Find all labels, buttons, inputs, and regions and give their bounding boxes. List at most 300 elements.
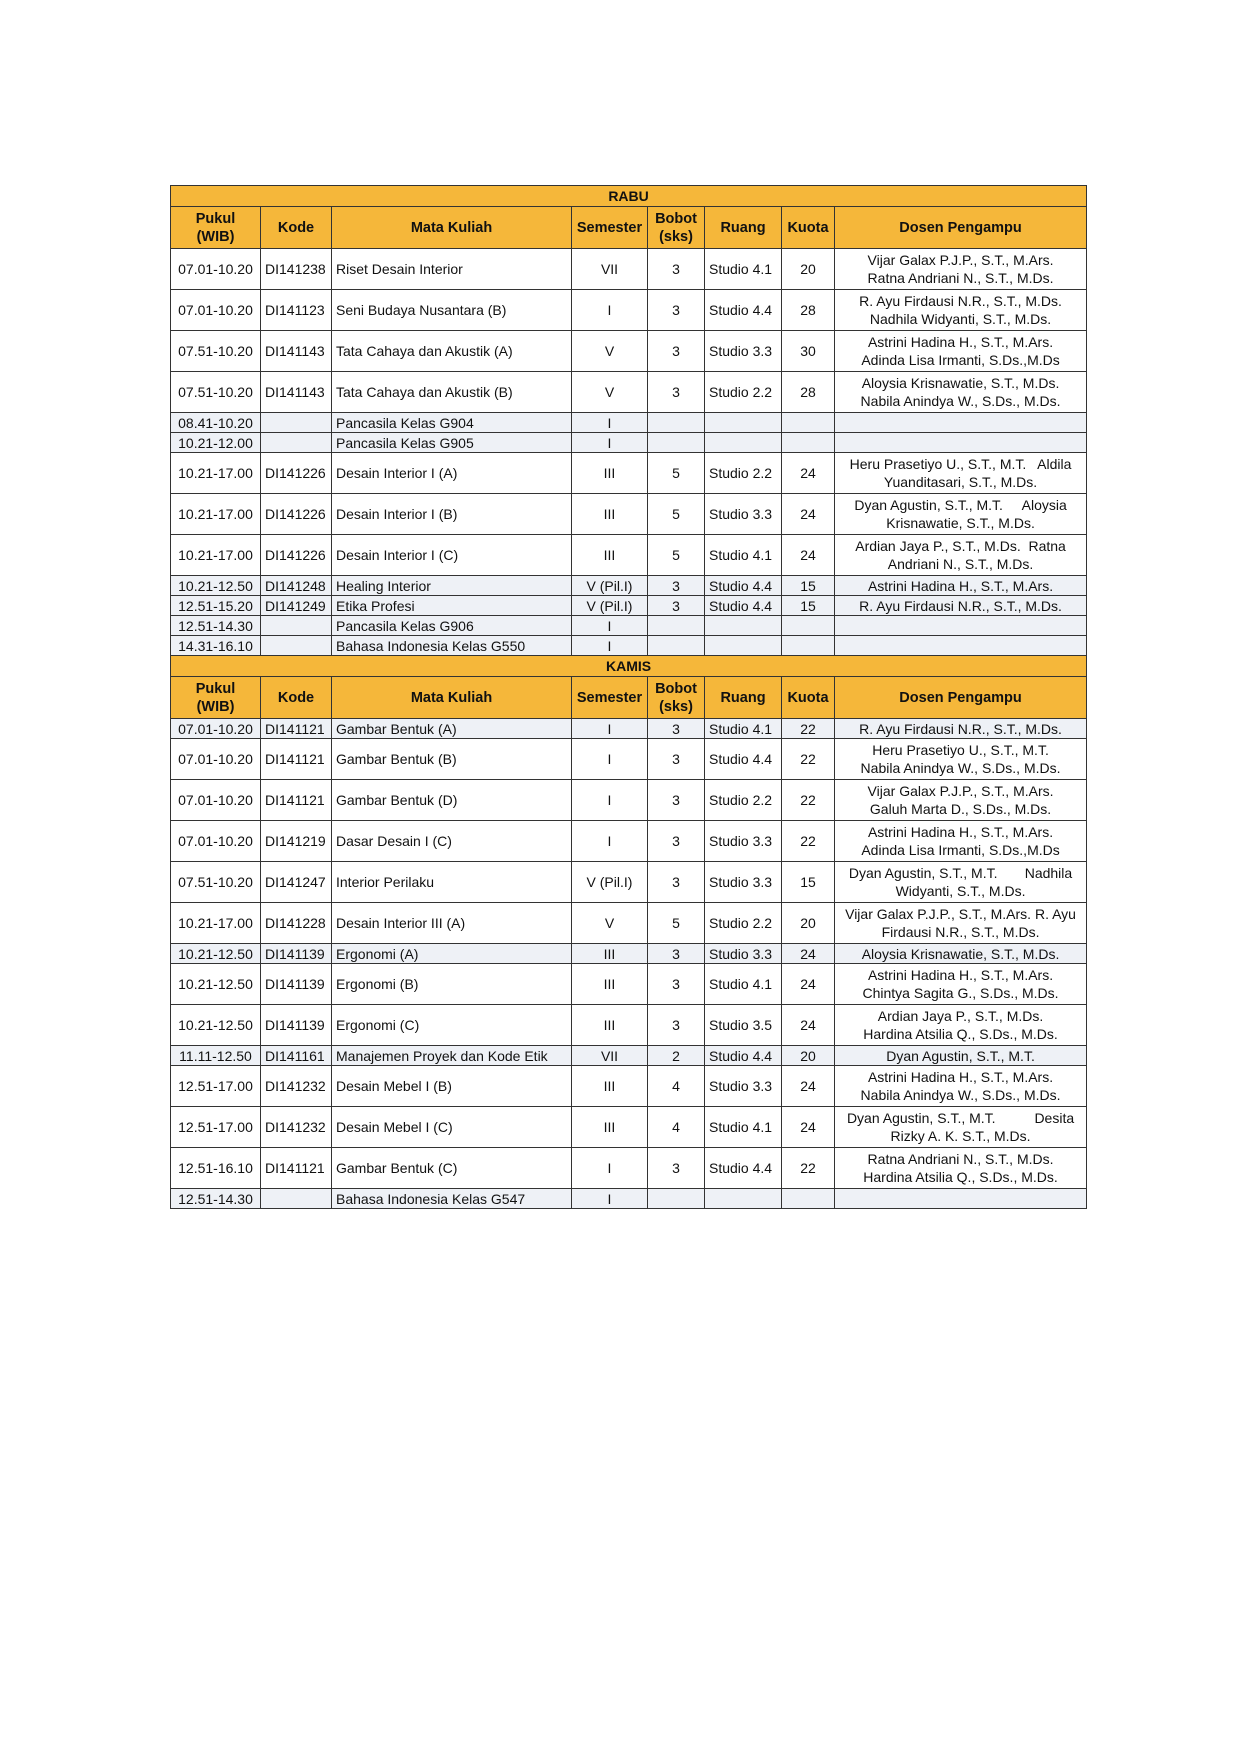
dosen-cell — [835, 453, 1087, 494]
table-row — [171, 903, 1087, 944]
kode-cell: DI141161 — [261, 1046, 332, 1066]
time-cell: 10.21-12.50 — [171, 964, 261, 1005]
table-row — [171, 1148, 1087, 1189]
ruang-cell — [705, 636, 782, 656]
time-cell: 07.01-10.20 — [171, 821, 261, 862]
kuota-cell: 22 — [782, 821, 835, 862]
kode-cell: DI141139 — [261, 1005, 332, 1046]
ruang-cell: Studio 2.2 — [705, 903, 782, 944]
dosen-line: Andriani N., S.T., M.Ds. — [887, 556, 1034, 572]
semester-cell: I — [572, 1189, 648, 1209]
dosen-line: Dyan Agustin, S.T., M.T. Nadhila — [848, 865, 1073, 881]
semester-cell: III — [572, 535, 648, 576]
kuota-cell: 24 — [782, 964, 835, 1005]
day-title-row — [171, 656, 1087, 677]
dosen-cell — [835, 331, 1087, 372]
kuota-cell: 30 — [782, 331, 835, 372]
time-cell: 07.51-10.20 — [171, 372, 261, 413]
mata-kuliah-cell: Manajemen Proyek dan Kode Etik — [332, 1046, 572, 1066]
ruang-cell: Studio 2.2 — [705, 453, 782, 494]
bobot-cell: 4 — [648, 1066, 705, 1107]
mata-kuliah-cell: Interior Perilaku — [332, 862, 572, 903]
table-row — [171, 453, 1087, 494]
kode-cell: DI141123 — [261, 290, 332, 331]
mata-kuliah-cell: Etika Profesi — [332, 596, 572, 616]
dosen-line: Nabila Anindya W., S.Ds., M.Ds. — [860, 1087, 1061, 1103]
bobot-cell: 5 — [648, 494, 705, 535]
kode-cell — [261, 636, 332, 656]
semester-cell: I — [572, 636, 648, 656]
bobot-cell: 3 — [648, 821, 705, 862]
dosen-cell — [835, 821, 1087, 862]
semester-cell: I — [572, 1148, 648, 1189]
bobot-cell: 3 — [648, 944, 705, 964]
kode-cell: DI141226 — [261, 535, 332, 576]
mata-kuliah-cell: Bahasa Indonesia Kelas G547 — [332, 1189, 572, 1209]
table-row — [171, 1189, 1087, 1209]
dosen-line: Vijar Galax P.J.P., S.T., M.Ars. — [867, 252, 1054, 268]
kuota-cell: 20 — [782, 249, 835, 290]
time-cell: 10.21-12.00 — [171, 433, 261, 453]
dosen-line: Astrini Hadina H., S.T., M.Ars. — [867, 967, 1054, 983]
semester-cell: I — [572, 719, 648, 739]
column-header-row — [171, 677, 1087, 719]
header-ruang: Ruang — [705, 677, 782, 719]
dosen-line: Heru Prasetiyo U., S.T., M.T. — [872, 742, 1049, 758]
kode-cell — [261, 616, 332, 636]
dosen-cell — [835, 1066, 1087, 1107]
time-cell: 07.01-10.20 — [171, 739, 261, 780]
kuota-cell — [782, 636, 835, 656]
ruang-cell: Studio 3.3 — [705, 331, 782, 372]
bobot-cell: 3 — [648, 719, 705, 739]
mata-kuliah-cell: Tata Cahaya dan Akustik (A) — [332, 331, 572, 372]
dosen-line: R. Ayu Firdausi N.R., S.T., M.Ds. — [859, 293, 1062, 309]
time-cell: 14.31-16.10 — [171, 636, 261, 656]
ruang-cell — [705, 1189, 782, 1209]
schedule-table — [170, 185, 1087, 1209]
bobot-cell: 2 — [648, 1046, 705, 1066]
kode-cell: DI141139 — [261, 944, 332, 964]
kuota-cell: 24 — [782, 944, 835, 964]
kuota-cell — [782, 616, 835, 636]
bobot-cell: 3 — [648, 1148, 705, 1189]
kuota-cell: 15 — [782, 596, 835, 616]
dosen-cell — [835, 249, 1087, 290]
dosen-cell — [835, 964, 1087, 1005]
ruang-cell: Studio 3.3 — [705, 494, 782, 535]
semester-cell: V — [572, 331, 648, 372]
header-kode: Kode — [261, 207, 332, 249]
semester-cell: III — [572, 964, 648, 1005]
semester-cell: I — [572, 780, 648, 821]
table-row — [171, 636, 1087, 656]
bobot-cell — [648, 413, 705, 433]
dosen-line: Rizky A. K. S.T., M.Ds. — [890, 1128, 1031, 1144]
time-cell: 12.51-14.30 — [171, 616, 261, 636]
bobot-cell — [648, 433, 705, 453]
kode-cell: DI141226 — [261, 494, 332, 535]
kuota-cell: 20 — [782, 1046, 835, 1066]
ruang-cell: Studio 4.1 — [705, 1107, 782, 1148]
ruang-cell: Studio 4.1 — [705, 719, 782, 739]
dosen-cell — [835, 433, 1087, 453]
kode-cell: DI141143 — [261, 372, 332, 413]
bobot-cell: 3 — [648, 780, 705, 821]
dosen-cell — [835, 1189, 1087, 1209]
semester-cell: I — [572, 433, 648, 453]
dosen-line: Astrini Hadina H., S.T., M.Ars. — [867, 577, 1054, 594]
mata-kuliah-cell: Pancasila Kelas G906 — [332, 616, 572, 636]
mata-kuliah-cell: Riset Desain Interior — [332, 249, 572, 290]
table-row — [171, 576, 1087, 596]
dosen-line: Ardian Jaya P., S.T., M.Ds. Ratna — [855, 538, 1066, 554]
bobot-cell — [648, 1189, 705, 1209]
kuota-cell: 15 — [782, 576, 835, 596]
day-title: RABU — [171, 186, 1087, 207]
dosen-cell — [835, 739, 1087, 780]
dosen-line: Astrini Hadina H., S.T., M.Ars. — [867, 1069, 1054, 1085]
kode-cell — [261, 433, 332, 453]
semester-cell: V — [572, 372, 648, 413]
day-title-row — [171, 186, 1087, 207]
dosen-line: R. Ayu Firdausi N.R., S.T., M.Ds. — [859, 597, 1062, 614]
kode-cell: DI141139 — [261, 964, 332, 1005]
time-cell: 12.51-17.00 — [171, 1107, 261, 1148]
dosen-line: Ratna Andriani N., S.T., M.Ds. — [867, 270, 1054, 286]
header-kode: Kode — [261, 677, 332, 719]
time-cell: 12.51-14.30 — [171, 1189, 261, 1209]
semester-cell: I — [572, 290, 648, 331]
time-cell: 07.01-10.20 — [171, 290, 261, 331]
dosen-cell — [835, 862, 1087, 903]
kuota-cell: 20 — [782, 903, 835, 944]
dosen-line: Vijar Galax P.J.P., S.T., M.Ars. R. Ayu — [845, 906, 1076, 922]
kuota-cell: 24 — [782, 494, 835, 535]
table-row — [171, 535, 1087, 576]
kode-cell: DI141219 — [261, 821, 332, 862]
bobot-cell: 3 — [648, 862, 705, 903]
dosen-line: Aloysia Krisnawatie, S.T., M.Ds. — [861, 375, 1060, 391]
kode-cell: DI141238 — [261, 249, 332, 290]
bobot-cell: 3 — [648, 331, 705, 372]
mata-kuliah-cell: Gambar Bentuk (A) — [332, 719, 572, 739]
dosen-line: Adinda Lisa Irmanti, S.Ds.,M.Ds — [861, 352, 1060, 368]
semester-cell: V (Pil.I) — [572, 596, 648, 616]
table-row — [171, 944, 1087, 964]
bobot-cell: 3 — [648, 1005, 705, 1046]
table-row — [171, 413, 1087, 433]
time-cell: 10.21-12.50 — [171, 944, 261, 964]
time-cell: 08.41-10.20 — [171, 413, 261, 433]
kuota-cell: 24 — [782, 453, 835, 494]
mata-kuliah-cell: Bahasa Indonesia Kelas G550 — [332, 636, 572, 656]
bobot-cell: 3 — [648, 249, 705, 290]
bobot-cell: 5 — [648, 535, 705, 576]
kuota-cell: 22 — [782, 1148, 835, 1189]
kode-cell — [261, 1189, 332, 1209]
mata-kuliah-cell: Seni Budaya Nusantara (B) — [332, 290, 572, 331]
column-header-row — [171, 207, 1087, 249]
table-row — [171, 494, 1087, 535]
header-semester: Semester — [572, 677, 648, 719]
dosen-line: Chintya Sagita G., S.Ds., M.Ds. — [862, 985, 1059, 1001]
mata-kuliah-cell: Gambar Bentuk (B) — [332, 739, 572, 780]
dosen-cell — [835, 1148, 1087, 1189]
ruang-cell: Studio 3.3 — [705, 1066, 782, 1107]
kode-cell: DI141228 — [261, 903, 332, 944]
bobot-cell — [648, 636, 705, 656]
time-cell: 10.21-17.00 — [171, 494, 261, 535]
mata-kuliah-cell: Ergonomi (B) — [332, 964, 572, 1005]
semester-cell: I — [572, 739, 648, 780]
table-row — [171, 1046, 1087, 1066]
dosen-cell — [835, 1046, 1087, 1066]
ruang-cell: Studio 3.3 — [705, 821, 782, 862]
kuota-cell: 24 — [782, 535, 835, 576]
dosen-line: Dyan Agustin, S.T., M.T. — [886, 1047, 1035, 1064]
semester-cell: V — [572, 903, 648, 944]
ruang-cell: Studio 4.1 — [705, 964, 782, 1005]
kuota-cell: 22 — [782, 780, 835, 821]
ruang-cell: Studio 4.4 — [705, 739, 782, 780]
dosen-line: Galuh Marta D., S.Ds., M.Ds. — [869, 801, 1052, 817]
kuota-cell — [782, 433, 835, 453]
mata-kuliah-cell: Pancasila Kelas G905 — [332, 433, 572, 453]
dosen-line: Nadhila Widyanti, S.T., M.Ds. — [869, 311, 1052, 327]
time-cell: 07.01-10.20 — [171, 249, 261, 290]
table-row — [171, 780, 1087, 821]
semester-cell: I — [572, 413, 648, 433]
mata-kuliah-cell: Gambar Bentuk (C) — [332, 1148, 572, 1189]
ruang-cell: Studio 4.4 — [705, 596, 782, 616]
header-ruang: Ruang — [705, 207, 782, 249]
dosen-line: Nabila Anindya W., S.Ds., M.Ds. — [860, 393, 1061, 409]
header-kuota: Kuota — [782, 207, 835, 249]
header-pukul: Pukul (WIB) — [171, 677, 261, 719]
kode-cell: DI141226 — [261, 453, 332, 494]
day-title: KAMIS — [171, 656, 1087, 677]
dosen-cell — [835, 780, 1087, 821]
dosen-line: Firdausi N.R., S.T., M.Ds. — [881, 924, 1040, 940]
bobot-cell: 3 — [648, 596, 705, 616]
kode-cell: DI141248 — [261, 576, 332, 596]
table-row — [171, 821, 1087, 862]
ruang-cell: Studio 4.4 — [705, 576, 782, 596]
time-cell: 10.21-12.50 — [171, 576, 261, 596]
header-kuota: Kuota — [782, 677, 835, 719]
kode-cell — [261, 413, 332, 433]
kuota-cell: 24 — [782, 1107, 835, 1148]
kode-cell: DI141249 — [261, 596, 332, 616]
table-row — [171, 964, 1087, 1005]
ruang-cell: Studio 2.2 — [705, 372, 782, 413]
kode-cell: DI141121 — [261, 719, 332, 739]
table-row — [171, 719, 1087, 739]
dosen-cell — [835, 372, 1087, 413]
dosen-line: Widyanti, S.T., M.Ds. — [895, 883, 1026, 899]
semester-cell: VII — [572, 249, 648, 290]
semester-cell: I — [572, 616, 648, 636]
kuota-cell: 15 — [782, 862, 835, 903]
mata-kuliah-cell: Desain Mebel I (B) — [332, 1066, 572, 1107]
time-cell: 12.51-15.20 — [171, 596, 261, 616]
kuota-cell: 24 — [782, 1066, 835, 1107]
time-cell: 12.51-16.10 — [171, 1148, 261, 1189]
dosen-line: Ardian Jaya P., S.T., M.Ds. — [877, 1008, 1044, 1024]
semester-cell: VII — [572, 1046, 648, 1066]
dosen-cell — [835, 1005, 1087, 1046]
ruang-cell — [705, 616, 782, 636]
dosen-line: Vijar Galax P.J.P., S.T., M.Ars. — [867, 783, 1054, 799]
semester-cell: V (Pil.I) — [572, 862, 648, 903]
dosen-cell — [835, 596, 1087, 616]
bobot-cell: 5 — [648, 903, 705, 944]
time-cell: 10.21-12.50 — [171, 1005, 261, 1046]
kuota-cell: 28 — [782, 372, 835, 413]
ruang-cell — [705, 413, 782, 433]
dosen-line: Hardina Atsilia Q., S.Ds., M.Ds. — [863, 1026, 1058, 1042]
kode-cell: DI141121 — [261, 739, 332, 780]
ruang-cell: Studio 3.3 — [705, 862, 782, 903]
semester-cell: I — [572, 821, 648, 862]
dosen-cell — [835, 494, 1087, 535]
kode-cell: DI141121 — [261, 780, 332, 821]
time-cell: 07.51-10.20 — [171, 862, 261, 903]
time-cell: 12.51-17.00 — [171, 1066, 261, 1107]
dosen-line: Heru Prasetiyo U., S.T., M.T. Aldila — [849, 456, 1072, 472]
mata-kuliah-cell: Desain Interior III (A) — [332, 903, 572, 944]
kuota-cell: 22 — [782, 719, 835, 739]
table-row — [171, 1107, 1087, 1148]
time-cell: 10.21-17.00 — [171, 903, 261, 944]
time-cell: 11.11-12.50 — [171, 1046, 261, 1066]
table-row — [171, 596, 1087, 616]
kuota-cell: 24 — [782, 1005, 835, 1046]
dosen-line: Krisnawatie, S.T., M.Ds. — [886, 515, 1035, 531]
semester-cell: III — [572, 453, 648, 494]
dosen-cell — [835, 903, 1087, 944]
ruang-cell: Studio 4.1 — [705, 249, 782, 290]
kode-cell: DI141121 — [261, 1148, 332, 1189]
bobot-cell — [648, 616, 705, 636]
semester-cell: V (Pil.I) — [572, 576, 648, 596]
dosen-cell — [835, 413, 1087, 433]
mata-kuliah-cell: Ergonomi (A) — [332, 944, 572, 964]
dosen-cell — [835, 1107, 1087, 1148]
dosen-line: Nabila Anindya W., S.Ds., M.Ds. — [860, 760, 1061, 776]
table-row — [171, 290, 1087, 331]
ruang-cell: Studio 3.3 — [705, 944, 782, 964]
bobot-cell: 3 — [648, 576, 705, 596]
dosen-line: Dyan Agustin, S.T., M.T. Desita — [846, 1110, 1075, 1126]
kode-cell: DI141232 — [261, 1107, 332, 1148]
dosen-cell — [835, 636, 1087, 656]
schedule-sheet — [170, 185, 1086, 1209]
dosen-line: Astrini Hadina H., S.T., M.Ars. — [867, 334, 1054, 350]
mata-kuliah-cell: Desain Interior I (B) — [332, 494, 572, 535]
table-row — [171, 331, 1087, 372]
table-row — [171, 372, 1087, 413]
time-cell: 10.21-17.00 — [171, 453, 261, 494]
mata-kuliah-cell: Dasar Desain I (C) — [332, 821, 572, 862]
header-mata-kuliah: Mata Kuliah — [332, 677, 572, 719]
mata-kuliah-cell: Desain Mebel I (C) — [332, 1107, 572, 1148]
ruang-cell: Studio 2.2 — [705, 780, 782, 821]
semester-cell: III — [572, 1107, 648, 1148]
dosen-cell — [835, 290, 1087, 331]
dosen-line: Dyan Agustin, S.T., M.T. Aloysia — [854, 497, 1067, 513]
semester-cell: III — [572, 944, 648, 964]
semester-cell: III — [572, 1005, 648, 1046]
dosen-line: Yuanditasari, S.T., M.Ds. — [883, 474, 1038, 490]
time-cell: 10.21-17.00 — [171, 535, 261, 576]
header-dosen-pengampu: Dosen Pengampu — [835, 677, 1087, 719]
dosen-line: Astrini Hadina H., S.T., M.Ars. — [867, 824, 1054, 840]
header-semester: Semester — [572, 207, 648, 249]
mata-kuliah-cell: Desain Interior I (A) — [332, 453, 572, 494]
table-row — [171, 862, 1087, 903]
schedule-body — [171, 186, 1087, 1209]
dosen-cell — [835, 535, 1087, 576]
table-row — [171, 249, 1087, 290]
mata-kuliah-cell: Desain Interior I (C) — [332, 535, 572, 576]
dosen-line: R. Ayu Firdausi N.R., S.T., M.Ds. — [859, 720, 1062, 737]
dosen-line: Ratna Andriani N., S.T., M.Ds. — [867, 1151, 1054, 1167]
mata-kuliah-cell: Tata Cahaya dan Akustik (B) — [332, 372, 572, 413]
bobot-cell: 3 — [648, 290, 705, 331]
dosen-line: Hardina Atsilia Q., S.Ds., M.Ds. — [863, 1169, 1058, 1185]
mata-kuliah-cell: Ergonomi (C) — [332, 1005, 572, 1046]
table-row — [171, 433, 1087, 453]
header-pukul: Pukul (WIB) — [171, 207, 261, 249]
kuota-cell — [782, 413, 835, 433]
kode-cell: DI141143 — [261, 331, 332, 372]
ruang-cell — [705, 433, 782, 453]
ruang-cell: Studio 4.1 — [705, 535, 782, 576]
header-bobot: Bobot (sks) — [648, 207, 705, 249]
kode-cell: DI141247 — [261, 862, 332, 903]
semester-cell: III — [572, 494, 648, 535]
table-row — [171, 616, 1087, 636]
ruang-cell: Studio 4.4 — [705, 1046, 782, 1066]
mata-kuliah-cell: Gambar Bentuk (D) — [332, 780, 572, 821]
table-row — [171, 1066, 1087, 1107]
bobot-cell: 3 — [648, 372, 705, 413]
time-cell: 07.51-10.20 — [171, 331, 261, 372]
table-row — [171, 1005, 1087, 1046]
dosen-line: Aloysia Krisnawatie, S.T., M.Ds. — [861, 945, 1060, 962]
kuota-cell: 28 — [782, 290, 835, 331]
header-dosen-pengampu: Dosen Pengampu — [835, 207, 1087, 249]
bobot-cell: 4 — [648, 1107, 705, 1148]
ruang-cell: Studio 3.5 — [705, 1005, 782, 1046]
ruang-cell: Studio 4.4 — [705, 290, 782, 331]
bobot-cell: 3 — [648, 964, 705, 1005]
mata-kuliah-cell: Pancasila Kelas G904 — [332, 413, 572, 433]
time-cell: 07.01-10.20 — [171, 719, 261, 739]
semester-cell: III — [572, 1066, 648, 1107]
dosen-line: Adinda Lisa Irmanti, S.Ds.,M.Ds — [861, 842, 1060, 858]
ruang-cell: Studio 4.4 — [705, 1148, 782, 1189]
dosen-cell — [835, 616, 1087, 636]
time-cell: 07.01-10.20 — [171, 780, 261, 821]
table-row — [171, 739, 1087, 780]
dosen-cell — [835, 719, 1087, 739]
dosen-cell — [835, 944, 1087, 964]
dosen-cell — [835, 576, 1087, 596]
header-bobot: Bobot (sks) — [648, 677, 705, 719]
